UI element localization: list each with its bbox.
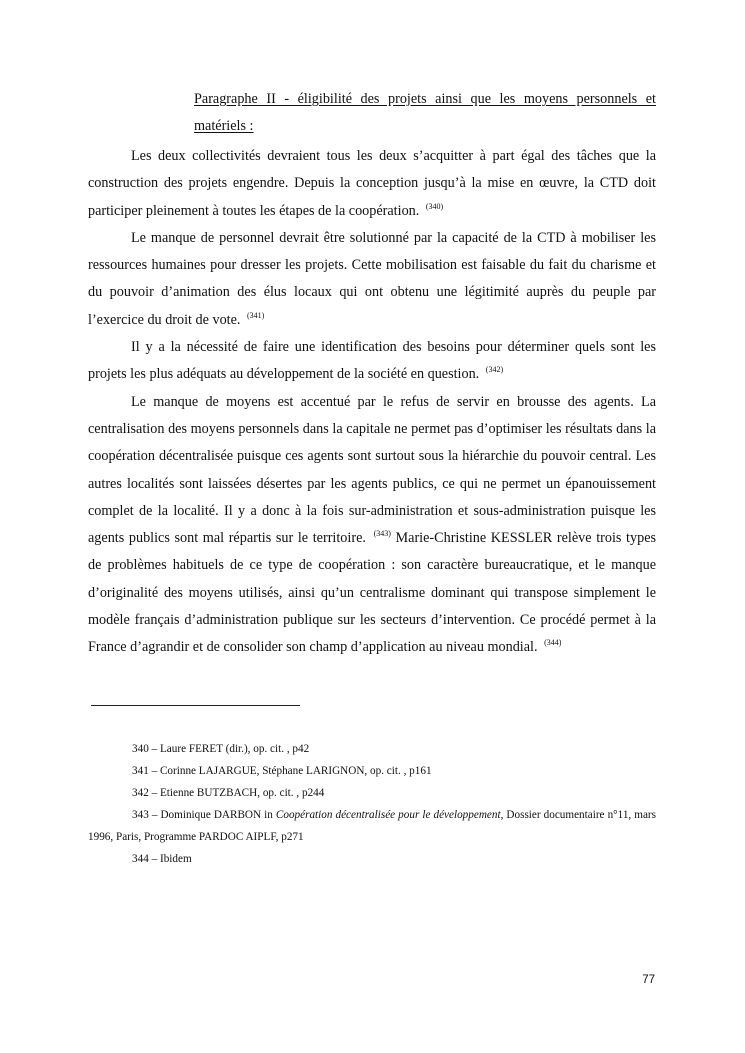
footnote-343 xyxy=(88,804,656,848)
paragraph-2-text: Le manque de personnel devrait être solutionné par la capacité de la CTD à mobiliser les ressources humaines pour dresser les projets. Cette mobilisation est faisable du fait du charisme et du pouvoir d’animation des élus locaux qui ont obtenu une légitimité auprès du peuple par l’exercice du droit de vote. xyxy=(88,229,656,328)
paragraph-1-text: Les deux collectivités devraient tous les deux s’acquitter à part égal des tâches que la construction des projets engendre. Depuis la conception jusqu’à la mise en œuvre, la CTD doit participer pleinement à toutes les étapes de la coopération. xyxy=(88,148,656,219)
paragraph-4-continuation: Marie-Christine KESSLER relève trois types de problèmes habituels de ce type de coopération : son caractère bureaucratique, et le manque d’originalité des moyens utilisés, ainsi qu’un centralisme dominant qui transpose simplement le modèle français d’administration publique sur les secteurs d’intervention. Ce procédé permet à la France d’agrandir et de consolider son champ d’application au niveau mondial. xyxy=(88,530,657,656)
footnote-340: 340 – Laure FERET (dir.), op. cit. , p42 xyxy=(132,743,310,755)
footnote-ref-341: (341) xyxy=(247,310,265,320)
paragraph-4 xyxy=(88,389,656,662)
footnote-ref-343: (343) xyxy=(373,529,391,539)
paragraph-4-text: Le manque de moyens est accentué par le refus de servir en brousse des agents. La centralisation des moyens personnels dans la capitale ne permet pas d’optimiser les résultats dans la coopération décentralisée puisque ces agents sont surtout sous la hiérarchie du pouvoir central. Les autres localités sont laissées désertes par les agents publics, ce qui ne permet un épanouissement complet de la localité. Il y a donc à la fois sur-administration et sous-administration puisque les agents publics sont mal répartis sur le territoire. xyxy=(88,393,656,547)
footnote-344: 344 – Ibidem xyxy=(132,853,192,865)
paragraph-3-text: Il y a la nécessité de faire une identification des besoins pour déterminer quels sont les projets les plus adéquats au développement de la société en question. xyxy=(88,339,656,383)
footnote-ref-342: (342) xyxy=(485,365,504,375)
body-text xyxy=(88,143,656,662)
footnote-342: 342 – Etienne BUTZBACH, op. cit. , p244 xyxy=(132,787,325,799)
paragraph-3 xyxy=(88,334,656,389)
footnote-separator xyxy=(91,705,300,706)
page-number: 77 xyxy=(642,974,655,986)
footnote-343-title: Coopération décentralisée pour le développement xyxy=(275,809,501,821)
footnote-ref-344: (344) xyxy=(544,638,562,648)
paragraph-1 xyxy=(88,143,656,225)
footnotes xyxy=(88,738,656,870)
footnote-343-suffix: , Dossier documentaire n°11, mars 1996, Paris, Programme PARDOC AIPLF, p271 xyxy=(88,809,656,843)
footnote-343-prefix: 343 – Dominique DARBON in xyxy=(132,809,276,821)
footnote-341: 341 – Corinne LAJARGUE, Stéphane LARIGNON, op. cit. , p161 xyxy=(132,765,432,777)
paragraph-2 xyxy=(88,225,656,334)
section-heading: Paragraphe II - éligibilité des projets ainsi que les moyens personnels et matériels : xyxy=(194,91,656,134)
footnote-ref-340: (340) xyxy=(425,201,444,211)
